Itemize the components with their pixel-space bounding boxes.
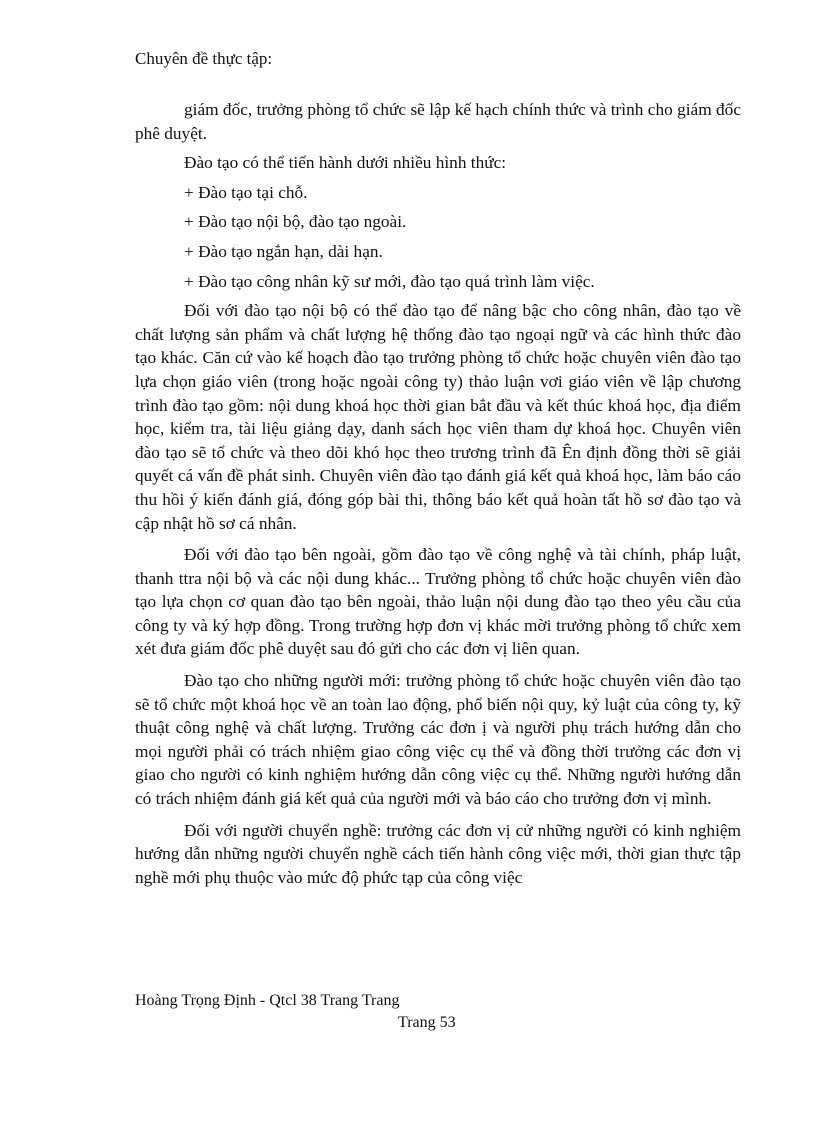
paragraph-external-training: Đối với đào tạo bên ngoài, gồm đào tạo về công nghệ và tài chính, pháp luật, thanh ttra nội bộ và các nội dung khác... Trưởng phòng tổ chức hoặc chuyên viên đào tạo lựa chọn cơ quan đào tạo bên ngoài, thảo luận nội dung đào tạo theo yêu cầu của công ty và ký hợp đồng. Trong trường hợp đơn vị khác mời trưởng phòng tổ chức xem xét đưa giám đốc phê duyệt sau đó gửi cho các đơn vị liên quan. (135, 545, 741, 659)
footer-author: Hoàng Trọng Định - Qtcl 38 Trang Trang (135, 992, 400, 1009)
forms-heading: Đào tạo có thể tiến hành dưới nhiều hình thức: (184, 153, 507, 173)
document-body (135, 98, 741, 897)
paragraph-career-change: Đối với người chuyển nghề: trưởng các đơn vị cử những người có kinh nghiệm hướng dẫn những người chuyển nghề cách tiến hành công việc mới, thời gian thực tập nghề mới phụ thuộc vào mức độ phức tạp của công việc (135, 820, 741, 887)
page-header: Chuyên đề thực tập: (135, 49, 273, 68)
paragraph-internal-training: Đối với đào tạo nội bộ có thể đào tạo để nâng bậc cho công nhân, đào tạo về chất lượng sản phẩm và chất lượng hệ thống đào tạo ngoại ngữ và các hình thức đào tạo khác. Căn cứ vào kế hoạch đào tạo trưởng phòng tổ chức hoặc chuyên viên đào tạo lựa chọn giáo viên (trong hoặc ngoài công ty) thảo luận vơi giáo viên về lập chương trình đào tạo gồm: nội dung khoá học thời gian bắt đầu và kết thúc khoá học, địa điểm học, kiểm tra, tài liệu giảng dạy, danh sách học viên tham dự khoá học. Chuyên viên đào tạo sẽ tổ chức và theo dõi khó học theo trương trình đã Ên định đồng thời sẽ giải quyết cá vấn đề phát sinh. Chuyên viên đào tạo đánh giá kết quả khoá học, làm báo cáo thu hồi ý kiến đánh giá, đóng góp bài thi, thông báo kết quả hoàn tất hồ sơ đào tạo và cập nhật hồ sơ cá nhân. (135, 301, 741, 533)
list-item: + Đào tạo tại chỗ. (184, 182, 308, 202)
list-item: + Đào tạo nội bộ, đào tạo ngoài. (184, 212, 407, 232)
paragraph-new-employees: Đào tạo cho những người mới: trưởng phòng tổ chức hoặc chuyên viên đào tạo sẽ tổ chức một khoá học về an toàn lao động, phổ biến nội quy, kỷ luật của công ty, kỹ thuật công nghệ và chất lượng. Trưởng các đơn ị và người phụ trách hướng dẫn cho mọi người phải có trách nhiệm giao công việc cụ thể và đồng thời trưởng các đơn vị giao cho người có kinh nghiệm hướng dẫn công việc cụ thể. Những người hướng dẫn có trách nhiệm đánh giá kết quả của người mới và báo cáo cho trưởng đơn vị mình. (135, 671, 741, 809)
list-item: + Đào tạo công nhân kỹ sư mới, đào tạo quá trình làm việc. (184, 271, 595, 291)
page-number: Trang 53 (398, 1014, 456, 1031)
intro-paragraph: giám đốc, trưởng phòng tổ chức sẽ lập kế hạch chính thức và trình cho giám đốc phê duyệt. (135, 100, 741, 143)
list-item: + Đào tạo ngắn hạn, dài hạn. (184, 241, 383, 261)
